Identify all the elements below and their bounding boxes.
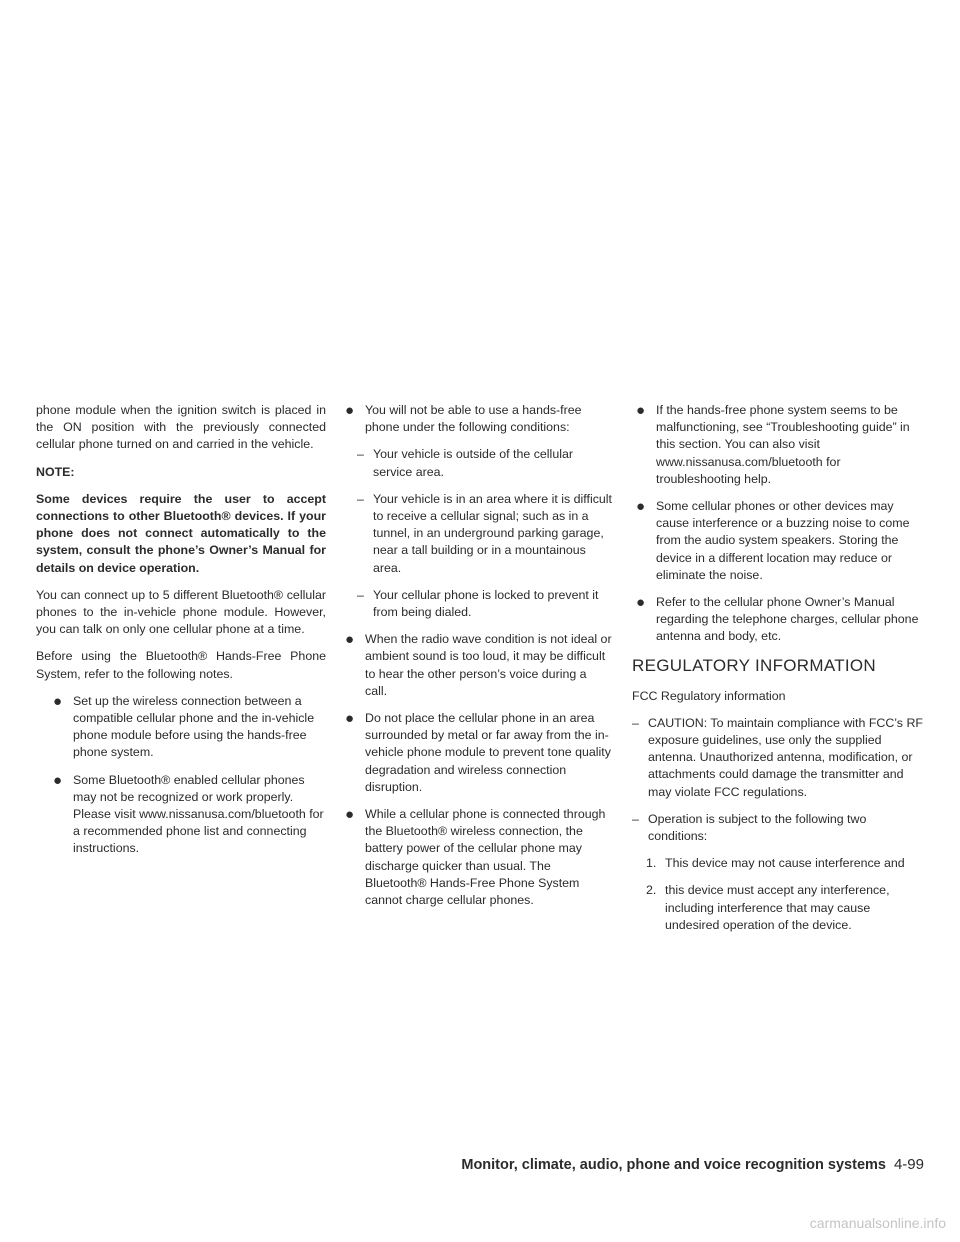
list-item [341, 631, 612, 700]
watermark: carmanualsonline.info [809, 1215, 946, 1231]
numbered-item [632, 855, 924, 872]
list-item-text: Do not place the cellular phone in an area surrounded by metal or far away from the in-vehicle phone module to prevent tone quality degradation and wireless connection disruption. [365, 711, 611, 794]
dash-item-text: Operation is subject to the following two conditions: [648, 811, 867, 844]
column-1 [36, 402, 326, 868]
number-marker: 2. [646, 883, 657, 898]
page-number: 4-99 [893, 1156, 924, 1173]
list-item-text: Set up the wireless connection between a compatible cellular phone and the in-vehicle phone module before using the hands-free phone system. [73, 693, 315, 760]
section-heading: REGULATORY INFORMATION [632, 655, 877, 675]
bullet-icon: ● [636, 498, 646, 516]
bullet-icon: ● [636, 402, 646, 419]
list-item [49, 772, 326, 858]
bullet-icon: ● [53, 692, 63, 710]
page-footer [430, 1156, 924, 1173]
list-item-text: Refer to the cellular phone Owner’s Manual regarding the telephone charges, cellular phone antenna and body, etc. [656, 595, 919, 644]
list-item [49, 693, 326, 762]
dash-item-text: Your vehicle is in an area where it is difficult to receive a cellular signal; such as in a tunnel, in an underground parking garage, near a tall building or in a mountainous area. [373, 491, 612, 575]
numbered-item-text: this device must accept any interference, including interference that may cause undesired operation of the device. [665, 883, 890, 932]
list-item [632, 402, 924, 488]
list-item-text: If the hands-free phone system seems to be malfunctioning, see “Troubleshooting guide” in this section. You can also visit www.nissanusa.com/bluetooth for troubleshooting help. [656, 403, 910, 486]
dash-marker: – [632, 715, 639, 730]
bullet-icon: ● [345, 710, 355, 728]
list-item-text: Some cellular phones or other devices may cause interference or a buzzing noise to come from the audio system speakers. Storing the device in a different location may reduce or eliminate the noise. [656, 499, 910, 582]
section-title: Monitor, climate, audio, phone and voice recognition systems [461, 1157, 886, 1173]
paragraph: You can connect up to 5 different Bluetooth® cellular phones to the in-vehicle phone module. However, you can talk on only one cellular phone at a time. [36, 587, 326, 637]
bullet-icon: ● [636, 594, 646, 612]
dash-item [632, 715, 924, 801]
paragraph: FCC Regulatory information [632, 688, 786, 703]
dash-item [341, 587, 612, 621]
bullet-icon: ● [345, 631, 355, 649]
number-marker: 1. [646, 856, 657, 871]
note-text: Some devices require the user to accept connections to other Bluetooth® devices. If your phone does not connect automatically to the system, consult the phone’s Owner’s Manual for details on device operation. [36, 491, 326, 575]
dash-item [341, 491, 612, 577]
list-item [632, 594, 924, 646]
list-item [632, 498, 924, 584]
bullet-icon: ● [345, 402, 355, 419]
list-item [341, 710, 612, 796]
numbered-item [632, 882, 924, 934]
paragraph: Before using the Bluetooth® Hands-Free Phone System, refer to the following notes. [36, 649, 326, 681]
list-item-text: Some Bluetooth® enabled cellular phones may not be recognized or work properly. Please visit www.nissanusa.com/bluetooth for a recommended phone list and connecting instructions. [73, 772, 324, 856]
numbered-item-text: This device may not cause interference and [665, 856, 905, 871]
note-label: NOTE: [36, 464, 75, 479]
dash-item-text: Your cellular phone is locked to prevent it from being dialed. [373, 587, 599, 620]
bullet-icon: ● [345, 806, 355, 824]
dash-item [632, 811, 924, 845]
dash-item-text: Your vehicle is outside of the cellular service area. [373, 447, 573, 479]
paragraph: phone module when the ignition switch is placed in the ON position with the previously connected cellular phone turned on and carried in the vehicle. [36, 403, 326, 452]
dash-marker: – [357, 447, 364, 462]
dash-item-text: CAUTION: To maintain compliance with FCC’s RF exposure guidelines, use only the supplied antenna. Unauthorized antenna, modification, or attachments could damage the transmitter and may violate FCC regulations. [648, 715, 923, 799]
dash-marker: – [632, 811, 639, 826]
dash-item [341, 446, 612, 480]
column-2 [341, 402, 612, 919]
list-item [341, 806, 612, 909]
column-3 [632, 402, 924, 944]
dash-marker: – [357, 491, 364, 506]
dash-marker: – [357, 587, 364, 602]
list-item-text: You will not be able to use a hands-free phone under the following conditions: [365, 403, 582, 435]
list-item-text: While a cellular phone is connected through the Bluetooth® wireless connection, the battery power of the cellular phone may discharge quicker than usual. The Bluetooth® Hands-Free Phone System cannot charge cellular phones. [365, 807, 606, 908]
list-item-text: When the radio wave condition is not ideal or ambient sound is too loud, it may be difficult to hear the other person’s voice during a call. [365, 632, 612, 698]
bullet-icon: ● [53, 771, 63, 789]
list-item [341, 402, 612, 436]
